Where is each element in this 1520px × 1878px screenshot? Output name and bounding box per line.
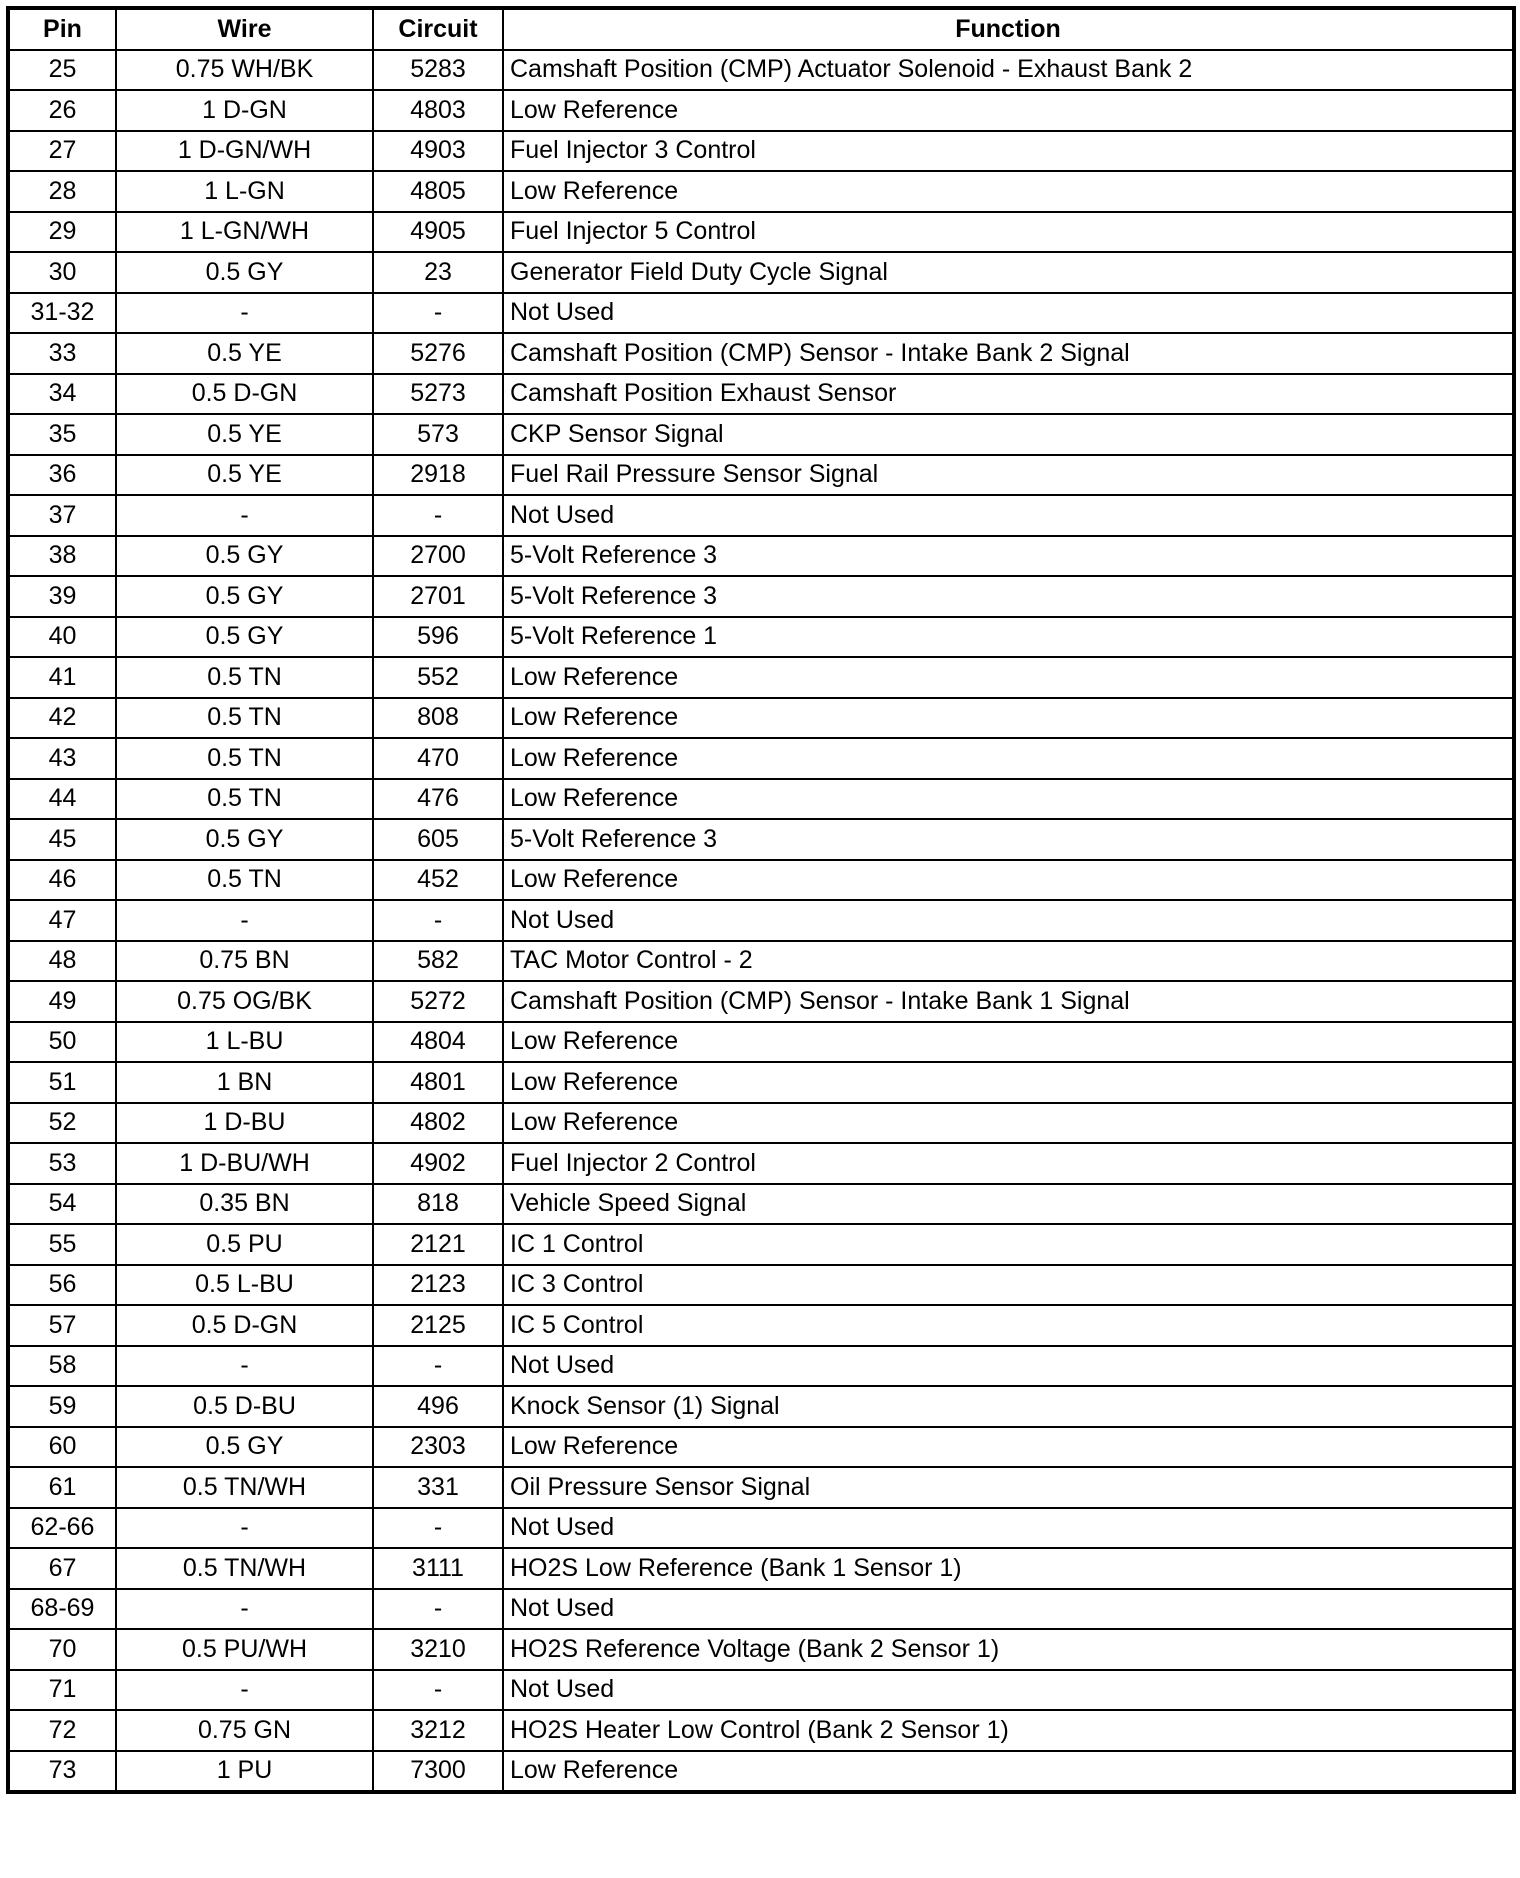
header-circuit: Circuit: [373, 8, 503, 50]
cell-wire: 1 L-GN: [116, 171, 373, 212]
cell-pin: 29: [8, 212, 116, 253]
cell-function: Camshaft Position Exhaust Sensor: [503, 374, 1514, 415]
cell-circuit: 552: [373, 657, 503, 698]
cell-pin: 46: [8, 860, 116, 901]
cell-wire: 0.5 TN: [116, 860, 373, 901]
cell-circuit: 5276: [373, 333, 503, 374]
cell-wire: -: [116, 900, 373, 941]
cell-pin: 28: [8, 171, 116, 212]
cell-function: 5-Volt Reference 3: [503, 819, 1514, 860]
cell-wire: -: [116, 293, 373, 334]
table-row: [8, 1022, 1514, 1063]
cell-circuit: 331: [373, 1467, 503, 1508]
cell-pin: 43: [8, 738, 116, 779]
cell-function: Fuel Injector 3 Control: [503, 131, 1514, 172]
table-row: [8, 171, 1514, 212]
cell-circuit: -: [373, 1670, 503, 1711]
cell-circuit: -: [373, 293, 503, 334]
pin-table: [6, 6, 1516, 1794]
cell-function: HO2S Reference Voltage (Bank 2 Sensor 1): [503, 1629, 1514, 1670]
cell-circuit: 596: [373, 617, 503, 658]
cell-pin: 72: [8, 1710, 116, 1751]
table-row: [8, 941, 1514, 982]
cell-wire: 0.5 TN: [116, 779, 373, 820]
cell-circuit: 4905: [373, 212, 503, 253]
cell-wire: 0.5 D-BU: [116, 1386, 373, 1427]
cell-wire: 1 D-BU: [116, 1103, 373, 1144]
cell-circuit: 605: [373, 819, 503, 860]
cell-circuit: -: [373, 1508, 503, 1549]
cell-circuit: 496: [373, 1386, 503, 1427]
table-row: [8, 819, 1514, 860]
table-row: [8, 1103, 1514, 1144]
table-row: [8, 1508, 1514, 1549]
cell-wire: 0.5 TN/WH: [116, 1467, 373, 1508]
table-row: [8, 900, 1514, 941]
cell-function: Vehicle Speed Signal: [503, 1184, 1514, 1225]
table-row: [8, 738, 1514, 779]
cell-wire: 1 D-GN/WH: [116, 131, 373, 172]
cell-wire: 0.5 L-BU: [116, 1265, 373, 1306]
table-row: [8, 333, 1514, 374]
cell-function: Fuel Injector 5 Control: [503, 212, 1514, 253]
cell-wire: -: [116, 1346, 373, 1387]
header-wire: Wire: [116, 8, 373, 50]
cell-wire: -: [116, 1589, 373, 1630]
cell-circuit: 5272: [373, 981, 503, 1022]
table-row: [8, 576, 1514, 617]
cell-function: IC 5 Control: [503, 1305, 1514, 1346]
cell-pin: 26: [8, 90, 116, 131]
cell-wire: 1 D-GN: [116, 90, 373, 131]
cell-pin: 48: [8, 941, 116, 982]
table-row: [8, 657, 1514, 698]
cell-pin: 44: [8, 779, 116, 820]
cell-wire: 0.5 GY: [116, 617, 373, 658]
cell-function: Not Used: [503, 900, 1514, 941]
cell-function: Low Reference: [503, 1751, 1514, 1793]
cell-circuit: 5273: [373, 374, 503, 415]
cell-circuit: 2123: [373, 1265, 503, 1306]
table-row: [8, 1062, 1514, 1103]
table-row: [8, 698, 1514, 739]
cell-wire: 0.75 BN: [116, 941, 373, 982]
cell-circuit: 5283: [373, 50, 503, 91]
cell-circuit: 4902: [373, 1143, 503, 1184]
cell-circuit: 818: [373, 1184, 503, 1225]
cell-wire: 0.5 GY: [116, 576, 373, 617]
cell-pin: 33: [8, 333, 116, 374]
cell-circuit: 452: [373, 860, 503, 901]
cell-wire: 0.5 GY: [116, 1427, 373, 1468]
cell-wire: 0.5 TN/WH: [116, 1548, 373, 1589]
cell-function: 5-Volt Reference 3: [503, 576, 1514, 617]
cell-function: Low Reference: [503, 738, 1514, 779]
cell-pin: 31-32: [8, 293, 116, 334]
cell-circuit: -: [373, 900, 503, 941]
cell-circuit: 3212: [373, 1710, 503, 1751]
cell-pin: 27: [8, 131, 116, 172]
cell-circuit: 2121: [373, 1224, 503, 1265]
cell-circuit: 7300: [373, 1751, 503, 1793]
cell-circuit: 2918: [373, 455, 503, 496]
cell-function: Knock Sensor (1) Signal: [503, 1386, 1514, 1427]
cell-function: Oil Pressure Sensor Signal: [503, 1467, 1514, 1508]
table-row: [8, 131, 1514, 172]
cell-function: Low Reference: [503, 90, 1514, 131]
table-row: [8, 1751, 1514, 1793]
table-row: [8, 1184, 1514, 1225]
cell-circuit: 3111: [373, 1548, 503, 1589]
cell-wire: 0.5 PU/WH: [116, 1629, 373, 1670]
cell-circuit: 4805: [373, 171, 503, 212]
header-pin: Pin: [8, 8, 116, 50]
cell-function: HO2S Low Reference (Bank 1 Sensor 1): [503, 1548, 1514, 1589]
cell-wire: 1 PU: [116, 1751, 373, 1793]
table-row: [8, 374, 1514, 415]
table-row: [8, 1589, 1514, 1630]
cell-pin: 60: [8, 1427, 116, 1468]
cell-pin: 61: [8, 1467, 116, 1508]
table-row: [8, 617, 1514, 658]
table-row: [8, 1427, 1514, 1468]
cell-function: Low Reference: [503, 171, 1514, 212]
cell-pin: 39: [8, 576, 116, 617]
cell-function: Generator Field Duty Cycle Signal: [503, 252, 1514, 293]
cell-pin: 41: [8, 657, 116, 698]
table-row: [8, 1265, 1514, 1306]
cell-pin: 58: [8, 1346, 116, 1387]
cell-wire: 0.75 OG/BK: [116, 981, 373, 1022]
cell-wire: 0.5 TN: [116, 698, 373, 739]
cell-function: IC 3 Control: [503, 1265, 1514, 1306]
cell-function: Camshaft Position (CMP) Sensor - Intake Bank 1 Signal: [503, 981, 1514, 1022]
cell-circuit: 2701: [373, 576, 503, 617]
table-row: [8, 414, 1514, 455]
cell-wire: -: [116, 495, 373, 536]
cell-circuit: 2303: [373, 1427, 503, 1468]
cell-function: Not Used: [503, 495, 1514, 536]
cell-pin: 71: [8, 1670, 116, 1711]
table-body: [8, 50, 1514, 1793]
table-row: [8, 50, 1514, 91]
cell-circuit: 582: [373, 941, 503, 982]
cell-pin: 50: [8, 1022, 116, 1063]
cell-function: HO2S Heater Low Control (Bank 2 Sensor 1): [503, 1710, 1514, 1751]
cell-function: Low Reference: [503, 779, 1514, 820]
cell-circuit: 4804: [373, 1022, 503, 1063]
cell-wire: 1 L-GN/WH: [116, 212, 373, 253]
cell-wire: 0.5 GY: [116, 536, 373, 577]
cell-wire: 1 L-BU: [116, 1022, 373, 1063]
cell-circuit: 476: [373, 779, 503, 820]
cell-function: Not Used: [503, 1508, 1514, 1549]
cell-circuit: 573: [373, 414, 503, 455]
cell-wire: 0.5 TN: [116, 738, 373, 779]
cell-pin: 36: [8, 455, 116, 496]
cell-wire: 1 D-BU/WH: [116, 1143, 373, 1184]
cell-pin: 54: [8, 1184, 116, 1225]
cell-function: CKP Sensor Signal: [503, 414, 1514, 455]
cell-circuit: 808: [373, 698, 503, 739]
cell-wire: 0.35 BN: [116, 1184, 373, 1225]
cell-circuit: -: [373, 1589, 503, 1630]
table-row: [8, 1670, 1514, 1711]
cell-pin: 40: [8, 617, 116, 658]
cell-circuit: -: [373, 1346, 503, 1387]
cell-pin: 34: [8, 374, 116, 415]
cell-circuit: 23: [373, 252, 503, 293]
cell-wire: 0.5 YE: [116, 455, 373, 496]
cell-circuit: -: [373, 495, 503, 536]
cell-wire: -: [116, 1508, 373, 1549]
cell-wire: 0.5 GY: [116, 252, 373, 293]
table-row: [8, 90, 1514, 131]
cell-pin: 56: [8, 1265, 116, 1306]
cell-pin: 53: [8, 1143, 116, 1184]
cell-circuit: 470: [373, 738, 503, 779]
cell-function: 5-Volt Reference 3: [503, 536, 1514, 577]
cell-function: Camshaft Position (CMP) Actuator Solenoid - Exhaust Bank 2: [503, 50, 1514, 91]
table-row: [8, 1548, 1514, 1589]
header-function: Function: [503, 8, 1514, 50]
cell-wire: 0.5 GY: [116, 819, 373, 860]
cell-circuit: 4801: [373, 1062, 503, 1103]
cell-function: Not Used: [503, 1346, 1514, 1387]
cell-wire: 0.5 YE: [116, 333, 373, 374]
table-row: [8, 1305, 1514, 1346]
table-row: [8, 1629, 1514, 1670]
cell-circuit: 4803: [373, 90, 503, 131]
cell-pin: 70: [8, 1629, 116, 1670]
cell-pin: 73: [8, 1751, 116, 1793]
cell-function: Low Reference: [503, 657, 1514, 698]
cell-circuit: 2700: [373, 536, 503, 577]
cell-pin: 30: [8, 252, 116, 293]
table-row: [8, 293, 1514, 334]
cell-circuit: 2125: [373, 1305, 503, 1346]
cell-pin: 49: [8, 981, 116, 1022]
cell-pin: 52: [8, 1103, 116, 1144]
table-row: [8, 1386, 1514, 1427]
cell-function: TAC Motor Control - 2: [503, 941, 1514, 982]
table-row: [8, 455, 1514, 496]
cell-wire: 1 BN: [116, 1062, 373, 1103]
cell-pin: 62-66: [8, 1508, 116, 1549]
table-row: [8, 1143, 1514, 1184]
cell-wire: 0.75 WH/BK: [116, 50, 373, 91]
cell-function: Low Reference: [503, 698, 1514, 739]
cell-circuit: 4903: [373, 131, 503, 172]
cell-function: Low Reference: [503, 1022, 1514, 1063]
table-row: [8, 212, 1514, 253]
table-row: [8, 495, 1514, 536]
cell-pin: 37: [8, 495, 116, 536]
cell-pin: 35: [8, 414, 116, 455]
table-row: [8, 860, 1514, 901]
cell-wire: -: [116, 1670, 373, 1711]
table-row: [8, 536, 1514, 577]
cell-wire: 0.5 YE: [116, 414, 373, 455]
cell-wire: 0.75 GN: [116, 1710, 373, 1751]
cell-function: Low Reference: [503, 1062, 1514, 1103]
cell-pin: 38: [8, 536, 116, 577]
cell-wire: 0.5 D-GN: [116, 374, 373, 415]
cell-wire: 0.5 PU: [116, 1224, 373, 1265]
cell-function: Not Used: [503, 293, 1514, 334]
cell-function: Not Used: [503, 1670, 1514, 1711]
cell-pin: 51: [8, 1062, 116, 1103]
cell-pin: 42: [8, 698, 116, 739]
cell-wire: 0.5 D-GN: [116, 1305, 373, 1346]
cell-function: Low Reference: [503, 860, 1514, 901]
cell-function: 5-Volt Reference 1: [503, 617, 1514, 658]
table-row: [8, 779, 1514, 820]
cell-function: Not Used: [503, 1589, 1514, 1630]
cell-pin: 45: [8, 819, 116, 860]
cell-function: IC 1 Control: [503, 1224, 1514, 1265]
table-row: [8, 1346, 1514, 1387]
table-row: [8, 1467, 1514, 1508]
cell-pin: 67: [8, 1548, 116, 1589]
cell-pin: 47: [8, 900, 116, 941]
table-header-row: [8, 8, 1514, 50]
table-row: [8, 1710, 1514, 1751]
cell-wire: 0.5 TN: [116, 657, 373, 698]
cell-function: Fuel Rail Pressure Sensor Signal: [503, 455, 1514, 496]
cell-pin: 25: [8, 50, 116, 91]
cell-pin: 59: [8, 1386, 116, 1427]
cell-pin: 68-69: [8, 1589, 116, 1630]
table-row: [8, 981, 1514, 1022]
cell-function: Fuel Injector 2 Control: [503, 1143, 1514, 1184]
cell-circuit: 4802: [373, 1103, 503, 1144]
cell-function: Low Reference: [503, 1427, 1514, 1468]
cell-pin: 57: [8, 1305, 116, 1346]
cell-function: Camshaft Position (CMP) Sensor - Intake Bank 2 Signal: [503, 333, 1514, 374]
cell-circuit: 3210: [373, 1629, 503, 1670]
table-row: [8, 1224, 1514, 1265]
cell-function: Low Reference: [503, 1103, 1514, 1144]
table-row: [8, 252, 1514, 293]
cell-pin: 55: [8, 1224, 116, 1265]
